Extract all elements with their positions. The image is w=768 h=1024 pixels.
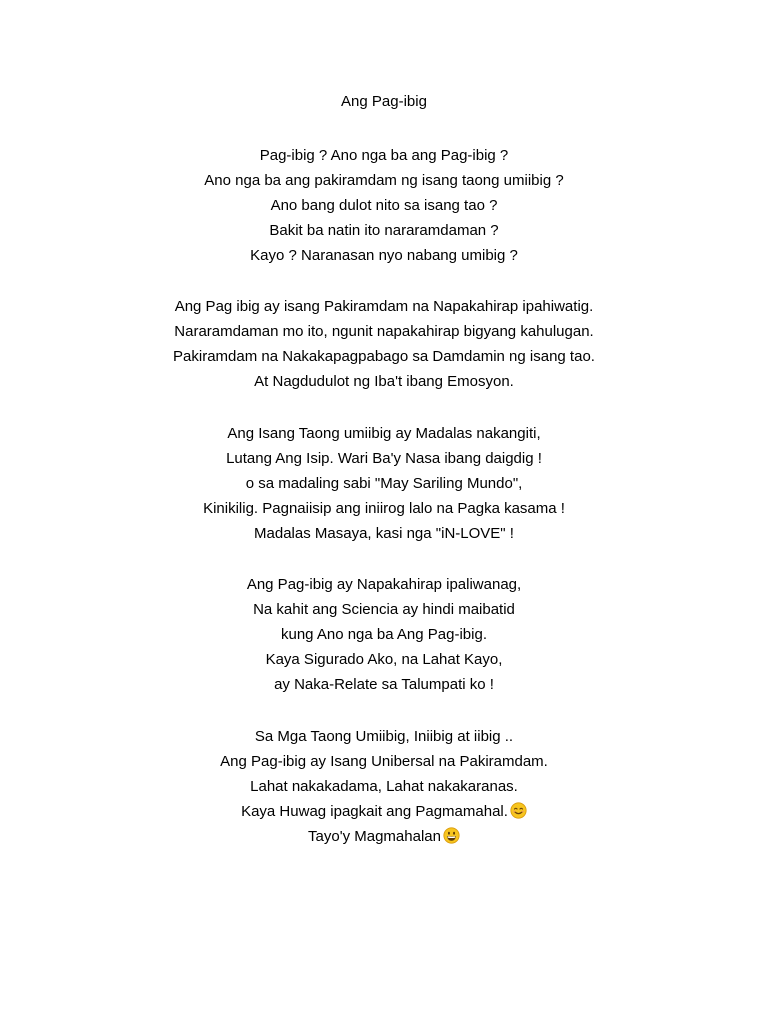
poem-line: At Nagdudulot ng Iba't ibang Emosyon. (254, 373, 514, 390)
poem-title: Ang Pag-ibig (341, 93, 427, 110)
poem-line: Sa Mga Taong Umiibig, Iniibig at iibig .. (254, 728, 514, 745)
poem-line: Lutang Ang Isip. Wari Ba'y Nasa ibang daigdig ! (226, 450, 542, 467)
poem-line: kung Ano nga ba Ang Pag-ibig. (280, 626, 487, 643)
poem-line: Kaya Sigurado Ako, na Lahat Kayo, (265, 651, 503, 668)
poem-line-text: Tayo'y Magmahalan (308, 828, 441, 845)
poem-line-with-emoji (0, 802, 768, 822)
poem-line: Pag-ibig ? Ano nga ba ang Pag-ibig ? (259, 147, 509, 164)
poem-line: Ang Pag-ibig ay Isang Unibersal na Pakiramdam. (220, 753, 548, 770)
poem-line-text: Kaya Huwag ipagkait ang Pagmamahal. (241, 803, 508, 820)
poem-line: Ang Isang Taong umiibig ay Madalas nakangiti, (227, 425, 541, 442)
poem-line: Madalas Masaya, kasi nga "iN-LOVE" ! (254, 525, 514, 542)
poem-line: Ang Pag-ibig ay Napakahirap ipaliwanag, (246, 576, 522, 593)
poem-line: Lahat nakakadama, Lahat nakakaranas. (250, 778, 518, 795)
grinning-face-emoji-icon (443, 827, 460, 844)
poem-line: Ano bang dulot nito sa isang tao ? (270, 197, 498, 214)
poem-line-with-emoji (0, 827, 768, 847)
poem-line: Ano nga ba ang pakiramdam ng isang taong umiibig ? (204, 172, 564, 189)
poem-line: Ang Pag ibig ay isang Pakiramdam na Napakahirap ipahiwatig. (174, 298, 594, 315)
poem-line: Kayo ? Naranasan nyo nabang umibig ? (250, 247, 518, 264)
poem-line: o sa madaling sabi "May Sariling Mundo", (245, 475, 523, 492)
poem-line: Bakit ba natin ito nararamdaman ? (269, 222, 499, 239)
poem-line: ay Naka-Relate sa Talumpati ko ! (274, 676, 494, 693)
poem-line: Kinikilig. Pagnaiisip ang iniirog lalo na Pagka kasama ! (203, 500, 565, 517)
poem-line: Na kahit ang Sciencia ay hindi maibatid (253, 601, 515, 618)
poem-line: Nararamdaman mo ito, ngunit napakahirap bigyang kahulugan. (174, 323, 594, 340)
smiling-face-emoji-icon (510, 802, 527, 819)
poem-line: Pakiramdam na Nakakapagpabago sa Damdamin ng isang tao. (173, 348, 595, 365)
